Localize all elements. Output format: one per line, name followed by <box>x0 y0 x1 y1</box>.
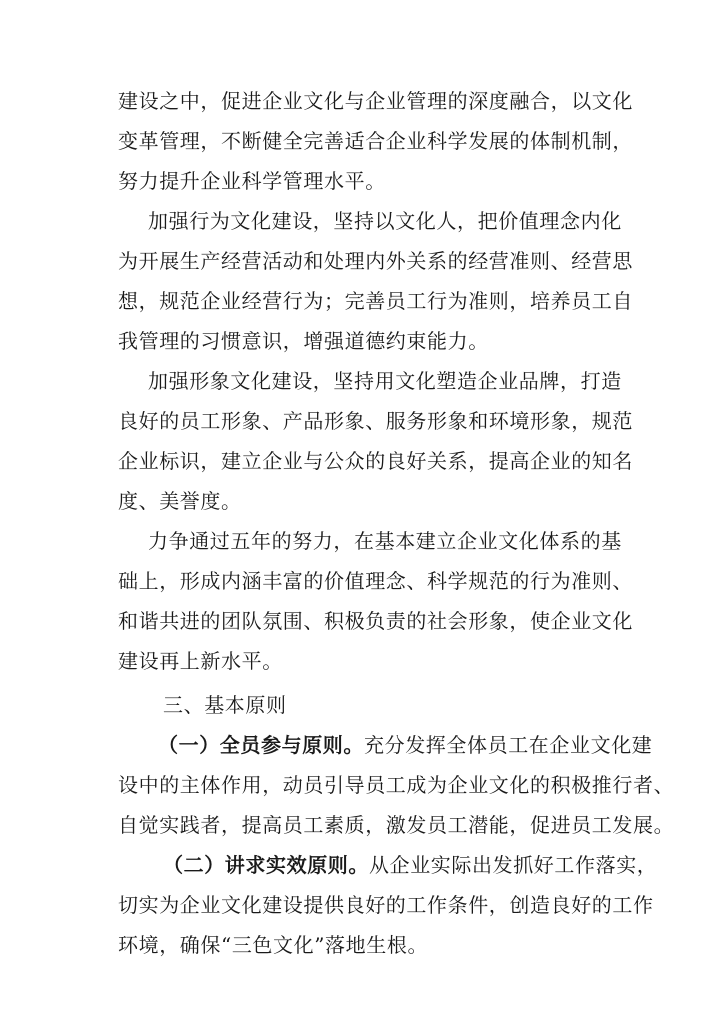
paragraph-line: 础上，形成内涵丰富的价值理念、科学规范的行为准则、 <box>118 569 633 593</box>
principle-1-text: 充分发挥全体员工在企业文化建 <box>364 733 653 757</box>
paragraph-line: 我管理的习惯意识，增强道德约束能力。 <box>118 329 489 353</box>
section-heading: 三、基本原则 <box>163 693 287 717</box>
paragraph-line: 想，规范企业经营行为；完善员工行为准则，培养员工自 <box>118 289 633 313</box>
principle-1-first-line <box>158 732 652 758</box>
paragraph-line: 力争通过五年的努力，在基本建立企业文化体系的基 <box>148 529 622 553</box>
paragraph-line: 设中的主体作用，动员引导员工成为企业文化的积极推行者、 <box>118 773 675 797</box>
paragraph-line: 建设再上新水平。 <box>118 649 283 673</box>
principle-2-title: （二）讲求实效原则。 <box>163 853 369 877</box>
paragraph-line: 加强行为文化建设，坚持以文化人，把价值理念内化 <box>148 209 622 233</box>
principle-2-first-line <box>163 852 657 878</box>
paragraph-line: 和谐共进的团队氛围、积极负责的社会形象，使企业文化 <box>118 609 633 633</box>
paragraph-line: 良好的员工形象、产品形象、服务形象和环境形象，规范 <box>118 409 633 433</box>
principle-1-title: （一）全员参与原则。 <box>158 733 364 757</box>
paragraph-line: 切实为企业文化建设提供良好的工作条件，创造良好的工作 <box>118 893 654 917</box>
paragraph-line: 加强形象文化建设，坚持用文化塑造企业品牌，打造 <box>148 369 622 393</box>
paragraph-line: 变革管理，不断健全完善适合企业科学发展的体制机制， <box>118 129 633 153</box>
paragraph-line: 自觉实践者，提高员工素质，激发员工潜能，促进员工发展。 <box>118 813 675 837</box>
paragraph-line: 为开展生产经营活动和处理内外关系的经营准则、经营思 <box>118 249 633 273</box>
principle-2-text: 从企业实际出发抓好工作落实， <box>369 853 658 877</box>
paragraph-line: 度、美誉度。 <box>118 489 242 513</box>
paragraph-line: 环境，确保“三色文化”落地生根。 <box>118 933 429 957</box>
paragraph-line: 努力提升企业科学管理水平。 <box>118 169 386 193</box>
paragraph-line: 建设之中，促进企业文化与企业管理的深度融合，以文化 <box>118 89 633 113</box>
paragraph-line: 企业标识，建立企业与公众的良好关系，提高企业的知名 <box>118 449 633 473</box>
